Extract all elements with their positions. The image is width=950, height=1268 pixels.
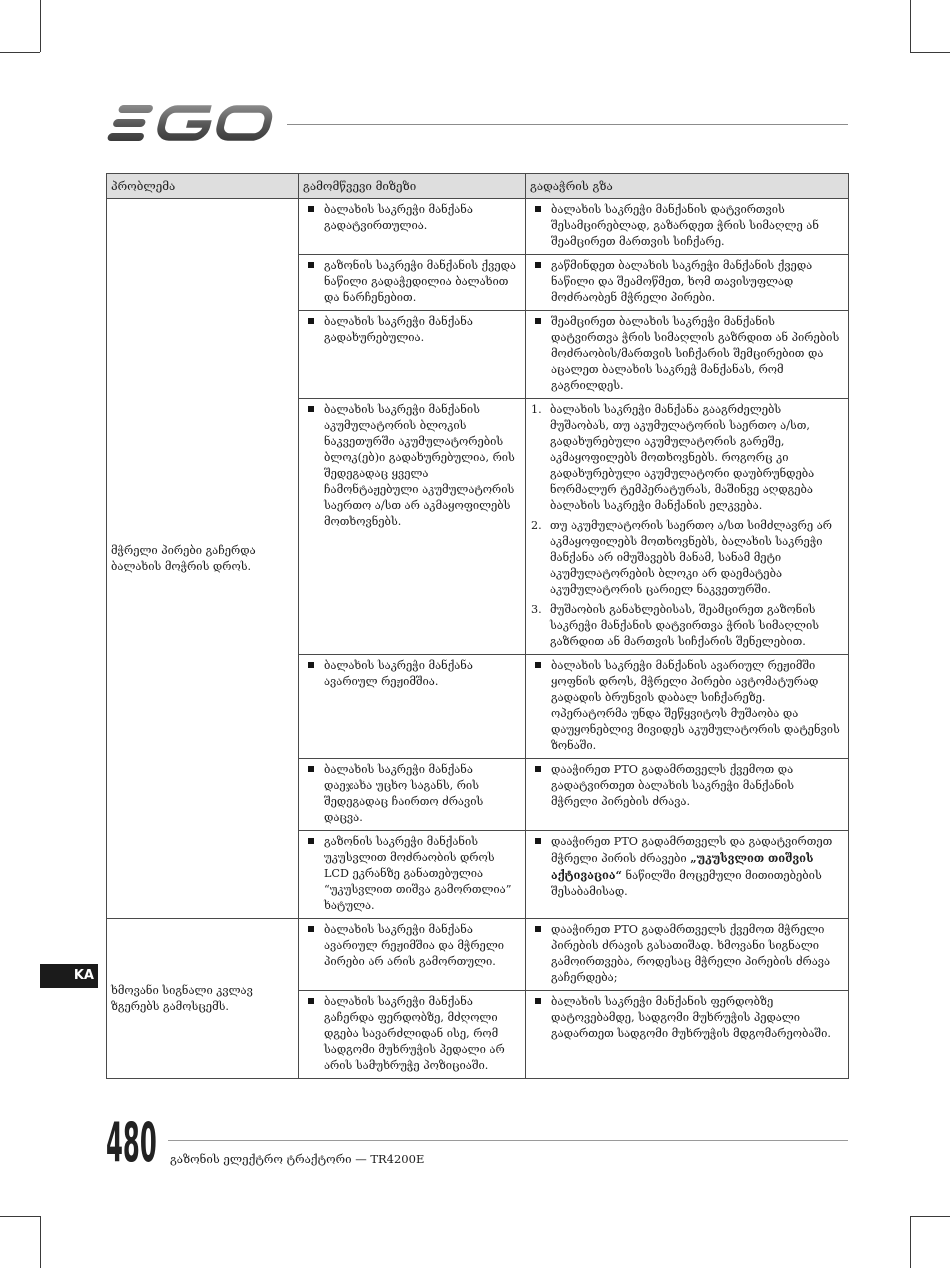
cause-cell	[299, 199, 526, 255]
bullet-icon	[535, 998, 541, 1004]
solution-steps	[526, 402, 842, 650]
solution-step	[526, 402, 842, 514]
cause-cell	[299, 399, 526, 655]
solution-text: ბალახის საკრეჭი მანქანის ავარიულ რეჟიმში ყოფნის დროს, მჭრელი პირები ავტომატურად გადადის ბრუნვის დაბალ სიჩქარეზე. ოპერატორმა უნდა შეწყვიტოს მუშაობა და დაუყონებლივ მივიდეს აკუმულატორის დატენვის ზონაში.	[551, 659, 840, 752]
bullet-icon	[308, 838, 314, 844]
step-text: ბალახის საკრეჭი მანქანა გააგრძელებს მუშაობას, თუ აკუმულატორის საერთო ა/სთ, გადახურებული აკუმულატორის გარეშე, აკმაყოფილებს მოთხოვნებს. როგორც კი გადახურებული აკუმულატორი დაუბრუნდება ნორმალურ ტემპერატურას, მაშინვე აღდგება ბალახის საკრეჭი მანქანის ელკვება.	[550, 403, 815, 512]
logo-letter-g	[159, 109, 211, 137]
solution-text: დააჭირეთ PTO გადამრთველს ქვემოთ მჭრელი პირების ძრავის გასათიშად. ხმოვანი სიგნალი გამოირთვება, როდესაც მჭრელი პირების ძრავა გაჩერდება;	[551, 923, 831, 984]
header-problem: პრობლემა	[107, 174, 299, 199]
crop-mark	[0, 52, 40, 53]
solution-cell	[526, 399, 849, 655]
cause-text: ბალახის საკრეჭი მანქანა ავარიულ რეჟიმშია.	[324, 659, 473, 688]
bullet-icon	[535, 206, 541, 212]
solution-item	[526, 922, 842, 986]
solution-item	[526, 762, 842, 810]
bullet-icon	[308, 998, 314, 1004]
cause-text: ბალახის საკრეჭი მანქანის აკუმულატორის ბლოკის ნაკვეთურში აკუმულატორების ბლოკ(ებ)ი გადახურებულია, რის შედეგადაც ყველა ჩამონტაჟებული აკუმულატორის საერთო ა/სთ არ აკმაყოფილებს მოთხოვნებს.	[324, 403, 515, 528]
footer-title: გაზონის ელექტრო ტრაქტორი — TR4200E	[170, 1152, 425, 1166]
cause-cell	[299, 831, 526, 919]
cause-item	[299, 658, 519, 690]
bullet-icon	[308, 406, 314, 412]
cause-text: გაზონის საკრეჭი მანქანის ქვედა ნაწილი გადაჭედილია ბალახით და ნარჩენებით.	[324, 259, 516, 304]
bullet-icon	[308, 926, 314, 932]
crop-mark	[40, 0, 41, 52]
step-text: მუშაობის განახლებისას, შეამცირეთ გაზონის საკრეჭი მანქანის დატვირთვა ჭრის სიმაღლის გაზრდით ან მართვის სიჩქარის შენელებით.	[550, 603, 820, 648]
solution-text	[551, 835, 832, 898]
footer-rule	[168, 1140, 848, 1141]
solution-cell	[526, 655, 849, 759]
crop-mark	[910, 52, 950, 53]
solution-item	[526, 258, 842, 306]
cause-item	[299, 994, 519, 1074]
step-text: თუ აკუმულატორის საერთო ა/სთ სიმძლავრე არ აკმაყოფილებს მოთხოვნებს, ბალახის საკრეჭი მანქანა არ იმუშავებს მანამ, სანამ მეტი აკუმულატორების ბლოკი არ დაემატება აკუმულატორის ცარიელ ნაკვეთურში.	[550, 519, 832, 596]
cause-cell	[299, 759, 526, 831]
solution-text: დააჭირეთ PTO გადამრთველს ქვემოთ და გადატვირთეთ ბალახის საკრეჭი მანქანის მჭრელი პირების ძრავა.	[551, 763, 795, 808]
logo-letter-e	[107, 105, 154, 141]
cause-cell	[299, 991, 526, 1079]
cause-item	[299, 402, 519, 530]
bullet-icon	[535, 838, 541, 844]
cause-cell	[299, 255, 526, 311]
problem-cell: მჭრელი პირები გაჩერდა ბალახის მოჭრის დროს.	[107, 199, 299, 919]
step-number: 3.	[531, 603, 542, 616]
crop-mark	[910, 1216, 950, 1217]
solution-item	[526, 202, 842, 250]
cause-text: ბალახის საკრეჭი მანქანა გაჩერდა ფერდობზე, მძღოლი დგება სავარძლიდან ისე, რომ სადგომი მუხრუჭის პედალი არ არის სამუხრუჭე პოზიციაში.	[324, 995, 505, 1072]
cause-item	[299, 314, 519, 346]
cause-text: ბალახის საკრეჭი მანქანა დაეჯახა უცხო საგანს, რის შედეგადაც ჩაირთო ძრავის დაცვა.	[324, 763, 484, 824]
problem-cell: ხმოვანი სიგნალი კვლავ ზგერებს გამოსცემს.	[107, 919, 299, 1079]
bullet-icon	[535, 766, 541, 772]
language-tab: KA	[40, 964, 98, 988]
cause-item	[299, 258, 519, 306]
ego-logo	[107, 104, 275, 142]
bullet-icon	[535, 926, 541, 932]
crop-mark	[910, 1216, 911, 1268]
table-row	[107, 199, 849, 255]
cause-text: ბალახის საკრეჭი მანქანა გადატვირთულია.	[324, 203, 473, 232]
header-rule	[287, 124, 848, 125]
cause-text: ბალახის საკრეჭი მანქანა გადახურებულია.	[324, 315, 473, 344]
solution-cell	[526, 759, 849, 831]
solution-text-start: დააჭირეთ PTO გადამრთველს და გადატვირთეთ მჭრელი პირის ძრავები	[551, 835, 833, 865]
cause-item	[299, 762, 519, 826]
solution-text-end: ნაწილში მოცემული მითითებების შესაბამისად.	[551, 869, 822, 898]
crop-mark	[0, 1216, 40, 1217]
logo-letter-o	[218, 109, 271, 137]
solution-cell	[526, 311, 849, 399]
cause-item	[299, 922, 519, 970]
step-number: 1.	[531, 403, 542, 416]
cause-item	[299, 834, 519, 914]
step-number: 2.	[531, 519, 542, 532]
bullet-icon	[308, 206, 314, 212]
header-solution: გადაჭრის გზა	[526, 174, 849, 199]
bullet-icon	[535, 262, 541, 268]
solution-cell	[526, 919, 849, 991]
bullet-icon	[308, 766, 314, 772]
bullet-icon	[535, 662, 541, 668]
solution-text: ბალახის საკრეჭი მანქანის ფერდობზე დატოვებამდე, სადგომი მუხრუჭის პედალი გადართეთ სადგომი მუხრუჭის მდგომარეობაში.	[551, 995, 831, 1040]
solution-emphasis: „უკუსვლით თიშვის აქტივაცია“	[551, 851, 814, 882]
bullet-icon	[535, 318, 541, 324]
solution-item	[526, 834, 842, 900]
header-cause: გამომწვევი მიზეზი	[299, 174, 526, 199]
solution-item	[526, 994, 842, 1042]
solution-cell	[526, 199, 849, 255]
solution-cell	[526, 991, 849, 1079]
table-header-row	[107, 174, 849, 199]
bullet-icon	[308, 262, 314, 268]
solution-text: შეამცირეთ ბალახის საკრეჭი მანქანის დატვირთვა ჭრის სიმაღლის გაზრდით ან პირების მოძრაობის/მართვის სიჩქარის შემცირებით და აცალეთ ბალახის საკრეჭ მანქანას, რომ გაგრილდეს.	[551, 315, 840, 392]
cause-cell	[299, 655, 526, 759]
page-number: 480	[106, 1111, 157, 1174]
troubleshooting-table	[106, 173, 849, 1079]
table-row	[107, 919, 849, 991]
solution-cell	[526, 255, 849, 311]
cause-item	[299, 202, 519, 234]
bullet-icon	[308, 662, 314, 668]
solution-step	[526, 518, 842, 598]
solution-text: ბალახის საკრეჭი მანქანის დატვირთვის შესამცირებლად, გაზარდეთ ჭრის სიმაღლე ან შეამცირეთ მართვის სიჩქარე.	[551, 203, 819, 248]
cause-cell	[299, 311, 526, 399]
solution-cell	[526, 831, 849, 919]
solution-item	[526, 658, 842, 754]
solution-text: გაწმინდეთ ბალახის საკრეჭი მანქანის ქვედა ნაწილი და შეამოწმეთ, ხომ თავისუფლად მოძრაობენ მჭრელი პირები.	[551, 259, 813, 304]
bullet-icon	[308, 318, 314, 324]
crop-mark	[910, 0, 911, 52]
cause-cell	[299, 919, 526, 991]
solution-item	[526, 314, 842, 394]
cause-text: ბალახის საკრეჭი მანქანა ავარიულ რეჟიმშია და მჭრელი პირები არ არის გამორთული.	[324, 923, 505, 968]
crop-mark	[40, 1216, 41, 1268]
cause-text: გაზონის საკრეჭი მანქანის უკუსვლით მოძრაობის დროს LCD ეკრანზე განათებულია “უკუსვლით თიშვა გამორთლია” ხატულა.	[324, 835, 512, 912]
solution-step	[526, 602, 842, 650]
